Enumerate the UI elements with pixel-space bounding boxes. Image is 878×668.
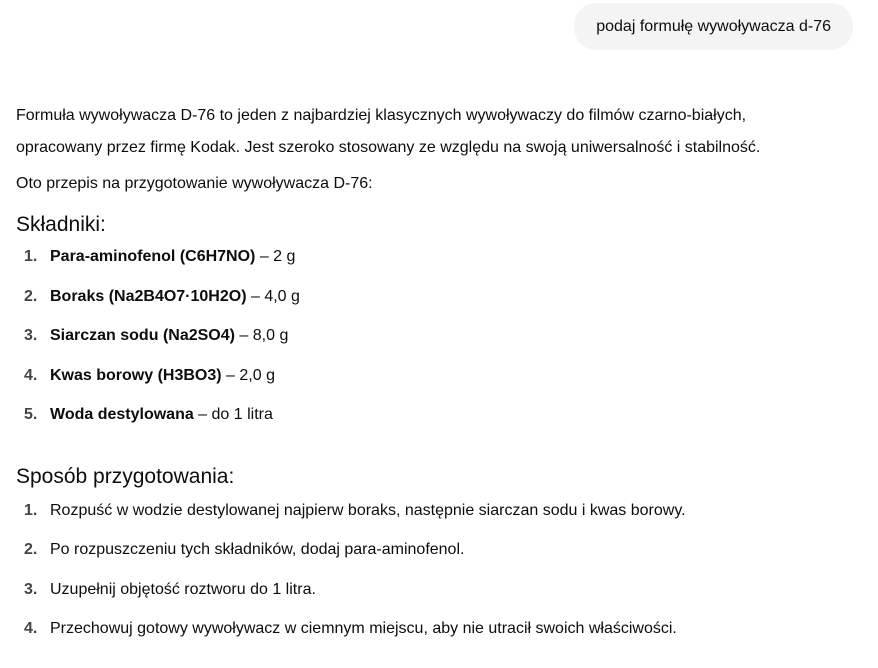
- intro-line-1: Formuła wywoływacza D-76 to jeden z najbardziej klasycznych wywoływaczy do filmów czarno-białych,: [16, 107, 747, 124]
- ingredient-formula: (H3BO3): [157, 366, 222, 384]
- user-message-row: [574, 3, 853, 50]
- steps-list: [16, 500, 856, 658]
- intro-paragraph: [16, 100, 856, 164]
- list-number: 2.: [24, 287, 38, 305]
- user-message-bubble: podaj formułę wywoływacza d-76: [574, 3, 853, 50]
- ingredient-name: Woda destylowana: [50, 406, 194, 423]
- assistant-answer: [16, 100, 856, 658]
- ingredient-amount: – 2 g: [255, 248, 296, 265]
- list-number: 1.: [24, 501, 38, 519]
- ingredient-item: [16, 286, 856, 326]
- ingredient-amount: – 4,0 g: [246, 287, 300, 305]
- ingredient-amount: – do 1 litra: [193, 406, 273, 423]
- ingredient-name: Para-aminofenol: [50, 248, 176, 265]
- ingredient-name: Siarczan sodu: [50, 327, 159, 344]
- ingredient-formula: (Na2SO4): [162, 327, 235, 344]
- ingredient-amount: – 2,0 g: [221, 366, 275, 384]
- ingredient-item: [16, 325, 856, 365]
- list-number: 1.: [24, 248, 38, 265]
- ingredient-item: [16, 246, 856, 286]
- intro-line-2: opracowany przez firmę Kodak. Jest szeroko stosowany ze względu na swoją uniwersalność i stabilność.: [16, 139, 761, 156]
- list-number: 3.: [24, 327, 38, 344]
- step-item: [16, 618, 856, 658]
- list-number: 4.: [24, 366, 38, 384]
- list-number: 3.: [24, 580, 38, 598]
- ingredient-formula: (Na2B4O7·10H2O): [108, 287, 247, 305]
- list-number: 5.: [24, 406, 38, 423]
- step-item: [16, 500, 856, 540]
- step-text: Przechowuj gotowy wywoływacz w ciemnym miejscu, aby nie utracił swoich właściwości.: [50, 620, 677, 637]
- step-text: Rozpuść w wodzie destylowanej najpierw boraks, następnie siarczan sodu i kwas borowy.: [50, 501, 686, 519]
- list-number: 2.: [24, 541, 38, 558]
- ingredient-name: Kwas borowy: [50, 366, 154, 384]
- step-text: Uzupełnij objętość roztworu do 1 litra.: [50, 580, 316, 598]
- recipe-intro: Oto przepis na przygotowanie wywoływacza D-76:: [16, 175, 373, 192]
- step-item: [16, 579, 856, 619]
- ingredient-item: [16, 404, 856, 444]
- ingredient-name: Boraks: [50, 287, 105, 305]
- ingredient-amount: – 8,0 g: [234, 327, 289, 344]
- ingredients-heading: Składniki:: [16, 213, 106, 236]
- step-text: Po rozpuszczeniu tych składników, dodaj para-aminofenol.: [50, 541, 465, 558]
- ingredient-formula: (C6H7NO): [179, 248, 256, 265]
- step-item: [16, 539, 856, 579]
- ingredients-list: [16, 246, 856, 444]
- method-heading: Sposób przygotowania:: [16, 464, 235, 488]
- ingredient-item: [16, 365, 856, 405]
- list-number: 4.: [24, 620, 38, 637]
